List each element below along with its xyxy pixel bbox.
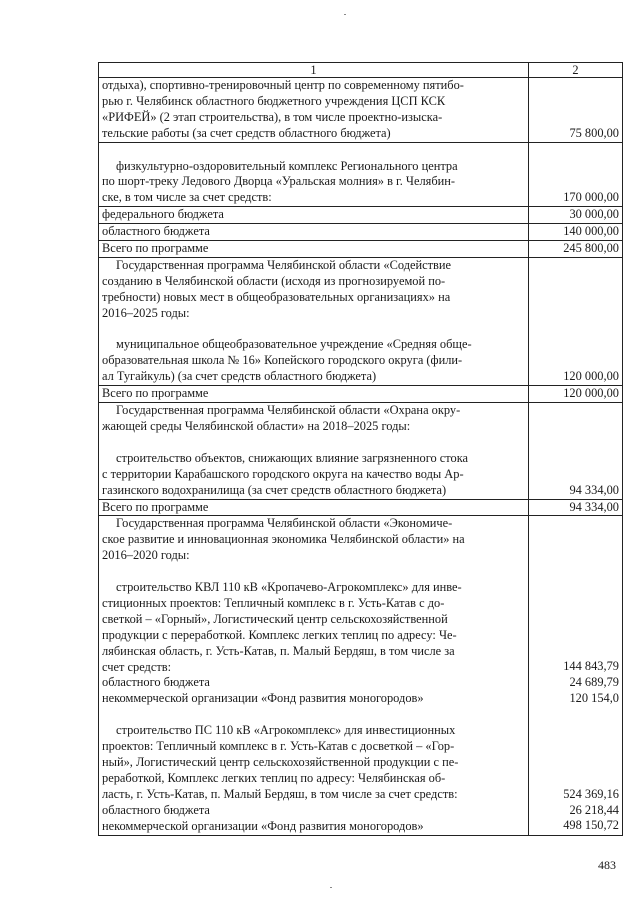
amount-cell (529, 241, 623, 258)
amount-value (532, 628, 619, 644)
amount-value: 144 843,79 (563, 659, 619, 674)
table-row (99, 403, 623, 499)
description-line: газинского водохранилища (за счет средств областного бюджета) (102, 482, 447, 497)
description-line: строительство ПС 110 кВ «Агрокомплекс» для инвестиционных (116, 723, 456, 738)
description-line (102, 143, 525, 159)
description-line: строительство КВЛ 110 кВ «Кропачево-Агрокомплекс» для инве- (116, 580, 462, 595)
amount-value (532, 110, 619, 126)
amount-value: 140 000,00 (563, 224, 619, 239)
description-line: некоммерческой организации «Фонд развития моногородов» (102, 818, 424, 833)
amount-value (532, 78, 619, 94)
amount-value: 30 000,00 (569, 207, 619, 222)
amount-value: 24 689,79 (569, 675, 619, 690)
amount-value (532, 771, 619, 787)
description-cell (99, 257, 529, 385)
amount-value (532, 290, 619, 306)
amount-value: 120 000,00 (563, 369, 619, 384)
header-col2: 2 (529, 63, 623, 78)
description-line: федерального бюджета (102, 207, 224, 222)
description-line: образовательная школа № 16» Копейского городского округа (фили- (102, 353, 463, 368)
amount-value (532, 596, 619, 612)
amount-value (532, 435, 619, 451)
description-line: «РИФЕЙ» (2 этап строительства), в том числе проектно-изыска- (102, 109, 443, 124)
table-row (99, 78, 623, 143)
amount-value (532, 274, 619, 290)
amount-value (532, 516, 619, 532)
amount-value: 26 218,44 (569, 802, 619, 817)
description-line: жающей среды Челябинской области» на 2018–2025 годы: (102, 419, 411, 433)
amount-value (532, 564, 619, 580)
amount-value (532, 353, 619, 369)
amount-cell (529, 386, 623, 403)
amount-value (532, 755, 619, 771)
description-line: Всего по программе (102, 386, 209, 401)
description-line: ал Тугайкуль) (за счет средств областного бюджета) (102, 369, 377, 384)
description-cell (99, 207, 529, 224)
amount-value (532, 451, 619, 467)
amount-value (532, 306, 619, 322)
description-line: 2016–2020 годы: (102, 548, 190, 563)
total-row (99, 386, 623, 403)
amount-value (532, 94, 619, 110)
amount-value: 94 334,00 (569, 499, 619, 514)
amount-value (532, 707, 619, 723)
amount-value (532, 174, 619, 190)
amount-cell (529, 516, 623, 835)
table-header-row (99, 63, 623, 78)
description-line: областного бюджета (102, 675, 210, 690)
description-line: Всего по программе (102, 241, 209, 256)
description-line: отдыха), спортивно-тренировочный центр по современному пятибо- (102, 78, 464, 92)
amount-value (532, 467, 619, 483)
description-line: счет средств: (102, 659, 172, 674)
description-line (102, 564, 525, 580)
description-line (102, 322, 525, 338)
description-line: ный», Логистический центр сельскохозяйственной продукции с пе- (102, 754, 459, 769)
total-row (99, 499, 623, 516)
description-line: физкультурно-оздоровительный комплекс Регионального центра (116, 158, 458, 173)
header-col1: 1 (99, 63, 529, 78)
amount-value: 498 150,72 (563, 818, 619, 833)
table-row (99, 257, 623, 385)
description-cell (99, 241, 529, 258)
amount-value (532, 739, 619, 755)
amount-value: 524 369,16 (563, 786, 619, 801)
description-cell (99, 142, 529, 207)
description-line: 2016–2025 годы: (102, 305, 190, 320)
table-row (99, 516, 623, 835)
description-line: стиционных проектов: Тепличный комплекс в г. Усть-Катав с до- (102, 595, 445, 610)
table-row (99, 224, 623, 241)
description-line: ске, в том числе за счет средств: (102, 190, 272, 205)
amount-value (532, 580, 619, 596)
amount-cell (529, 403, 623, 499)
amount-cell (529, 224, 623, 241)
amount-value (532, 644, 619, 660)
description-line: требности) новых мест в общеобразовательных организациях» на (102, 289, 451, 304)
description-line: реработкой, Комплекс легких теплиц по адресу: Челябинская об- (102, 770, 446, 785)
amount-cell (529, 207, 623, 224)
description-line (102, 707, 525, 723)
page-number: 483 (598, 858, 616, 872)
description-line: некоммерческой организации «Фонд развития моногородов» (102, 691, 424, 706)
amount-cell (529, 257, 623, 385)
budget-table (98, 62, 623, 836)
amount-cell (529, 142, 623, 207)
amount-value (532, 548, 619, 564)
amount-value: 170 000,00 (563, 190, 619, 205)
description-line: Государственная программа Челябинской области «Охрана окру- (116, 403, 461, 418)
amount-value: 94 334,00 (569, 482, 619, 497)
amount-value (532, 258, 619, 274)
amount-value: 120 154,0 (569, 691, 619, 706)
description-line: продукции с переработкой. Комплекс легких теплиц по адресу: Че- (102, 627, 457, 642)
description-cell (99, 403, 529, 499)
description-cell (99, 78, 529, 143)
description-line: областного бюджета (102, 802, 210, 817)
amount-value (532, 419, 619, 435)
description-line: Государственная программа Челябинской области «Экономиче- (116, 516, 453, 531)
table-row (99, 207, 623, 224)
description-line: по шорт-треку Ледового Дворца «Уральская молния» в г. Челябин- (102, 174, 456, 189)
amount-value (532, 723, 619, 739)
amount-cell (529, 78, 623, 143)
table-row (99, 142, 623, 207)
description-line: с территории Карабашского городского округа на качество воды Ар- (102, 466, 464, 481)
description-line (102, 435, 525, 451)
description-line: рью г. Челябинск областного бюджетного учреждения ЦСП КСК (102, 93, 446, 108)
description-line: светкой – «Горный», Логистический центр сельскохозяйственной (102, 611, 448, 626)
description-cell (99, 386, 529, 403)
description-line: областного бюджета (102, 224, 210, 239)
description-line: ское развитие и инновационная экономика Челябинской области» на (102, 532, 465, 547)
amount-value: 120 000,00 (563, 386, 619, 401)
description-cell (99, 499, 529, 516)
amount-value: 245 800,00 (563, 241, 619, 256)
description-line: строительство объектов, снижающих влияние загрязненного стока (116, 450, 469, 465)
description-cell (99, 224, 529, 241)
description-line: лябинская область, г. Усть-Катав, п. Малый Бердяш, в том числе за (102, 643, 455, 658)
amount-value: 75 800,00 (569, 125, 619, 140)
description-line: созданию в Челябинской области (исходя из прогнозируемой по- (102, 273, 446, 288)
description-line: проектов: Тепличный комплекс в г. Усть-Катав с досветкой – «Гор- (102, 739, 455, 754)
amount-value (532, 159, 619, 175)
description-cell (99, 516, 529, 835)
description-line: тельские работы (за счет средств областного бюджета) (102, 125, 391, 140)
amount-value (532, 403, 619, 419)
description-line: муниципальное общеобразовательное учреждение «Средняя обще- (116, 337, 472, 352)
amount-value (532, 532, 619, 548)
description-line: Государственная программа Челябинской области «Содействие (116, 257, 452, 272)
amount-value (532, 612, 619, 628)
description-line: ласть, г. Усть-Катав, п. Малый Бердяш, в том числе за счет средств: (102, 786, 458, 801)
total-row (99, 241, 623, 258)
amount-value (532, 337, 619, 353)
amount-value (532, 143, 619, 159)
amount-value (532, 322, 619, 338)
description-line: Всего по программе (102, 499, 209, 514)
amount-cell (529, 499, 623, 516)
